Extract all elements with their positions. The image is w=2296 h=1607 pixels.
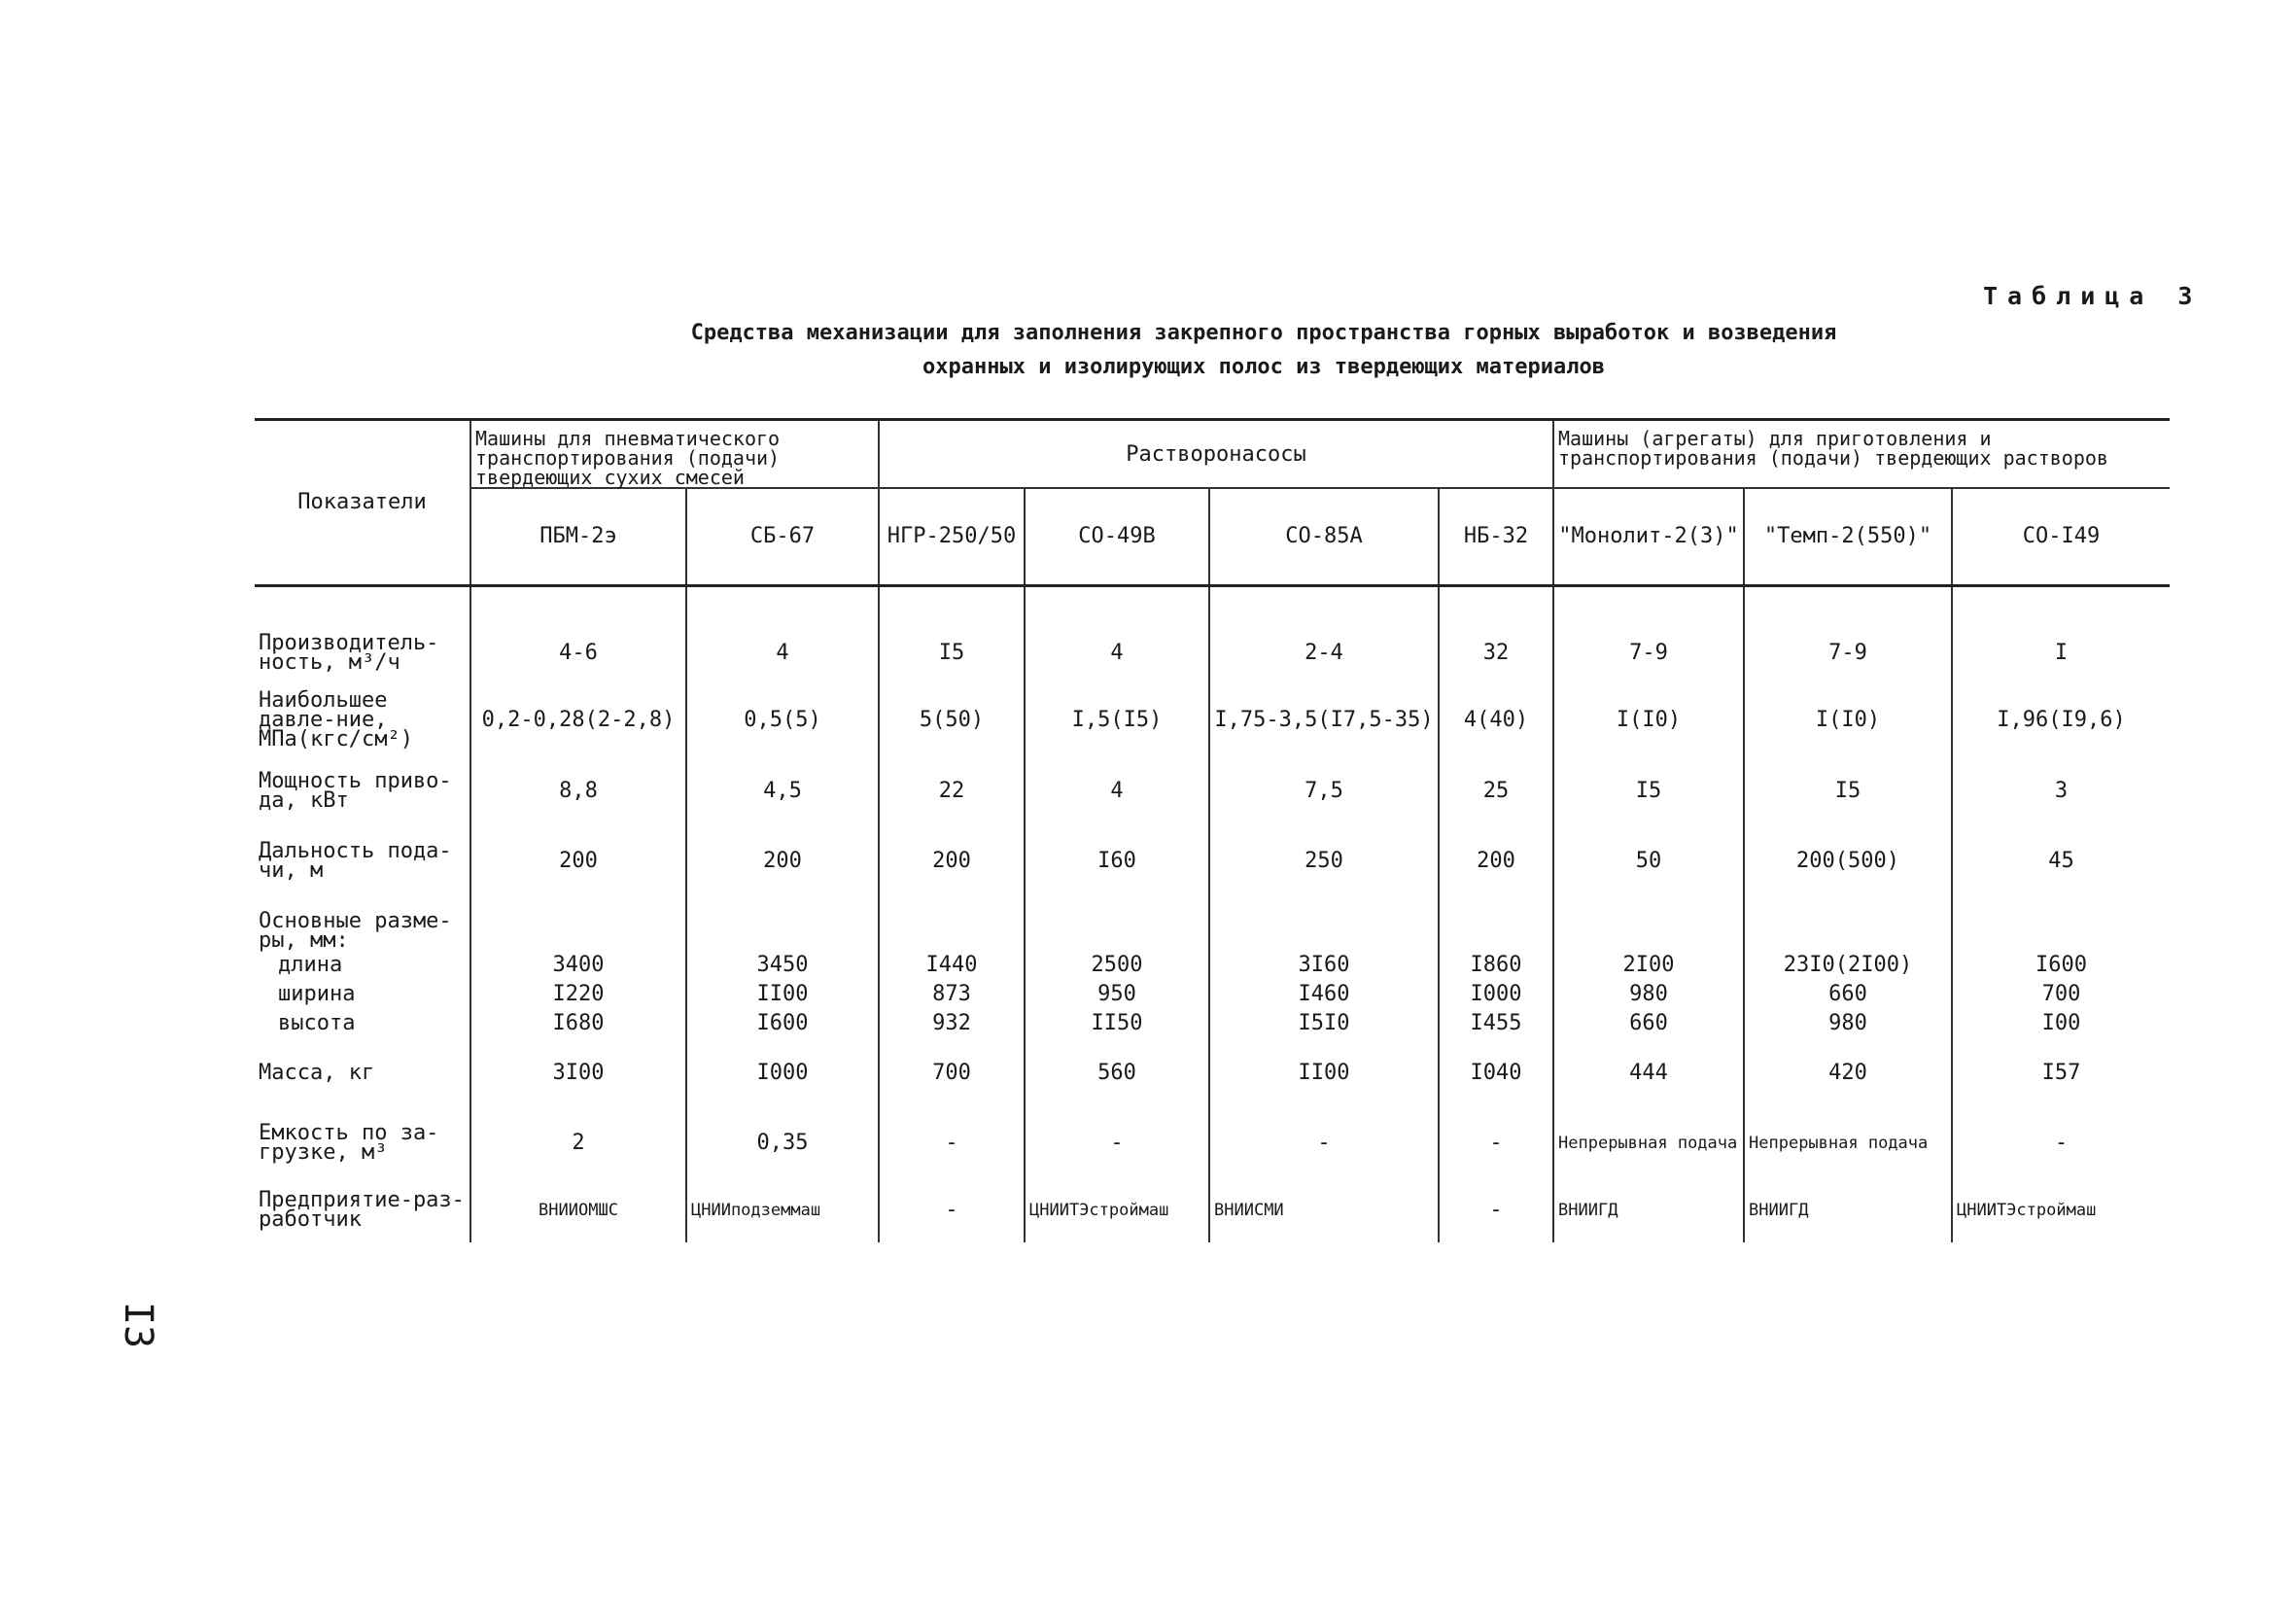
- table-cell: I(I0): [1744, 684, 1952, 756]
- table-cell: -: [1439, 1108, 1553, 1178]
- header-group-units: Машины (агрегаты) для приготовления и транспортирования (подачи) твердеющих растворов: [1553, 420, 2170, 489]
- table-cell: 250: [1209, 826, 1439, 896]
- row-label: Мощность приво-да, кВт: [259, 768, 452, 813]
- table-cell: ВНИИГД: [1744, 1178, 1952, 1242]
- table-label: Таблица 3: [1983, 282, 2203, 310]
- table-cell: 4: [686, 622, 879, 684]
- table-cell: 0,2-0,28(2-2,8): [470, 684, 686, 756]
- header-group-pneumatic: Машины для пневматического транспортирования (подачи) твердеющих сухих смесей: [470, 420, 879, 489]
- table-cell: 3I00: [470, 1038, 686, 1108]
- table-cell: ЦНИИподземмаш: [686, 1178, 879, 1242]
- table-cell: 4: [1025, 622, 1209, 684]
- table-cell: 2I00: [1553, 951, 1744, 980]
- page-number: I3: [116, 1301, 161, 1349]
- table-cell: 3400: [470, 951, 686, 980]
- table-cell: 4,5: [686, 756, 879, 826]
- table-row-capacity: [255, 1108, 2170, 1178]
- table-cell: ВНИИСМИ: [1209, 1178, 1439, 1242]
- table-cell: 444: [1553, 1038, 1744, 1108]
- table-cell: ВНИИОМШС: [470, 1178, 686, 1242]
- table-cell: II00: [1209, 1038, 1439, 1108]
- table-row-pressure: [255, 684, 2170, 756]
- table-cell: I600: [686, 1009, 879, 1038]
- table-cell: I440: [879, 951, 1025, 980]
- table-cell: 980: [1744, 1009, 1952, 1038]
- table-cell: I5I0: [1209, 1009, 1439, 1038]
- header-machine-nb32: НБ-32: [1439, 488, 1553, 585]
- row-label: ширина: [278, 981, 356, 1006]
- header-machine-so149: СО-I49: [1952, 488, 2170, 585]
- table-cell: I040: [1439, 1038, 1553, 1108]
- header-row-machines: [255, 488, 2170, 585]
- table-cell: I000: [1439, 980, 1553, 1009]
- table-cell: 45: [1952, 826, 2170, 896]
- table-cell: 4-6: [470, 622, 686, 684]
- table-cell: Непрерывная подача: [1744, 1108, 1952, 1178]
- table-cell: 50: [1553, 826, 1744, 896]
- table-cell: 950: [1025, 980, 1209, 1009]
- table-cell: I: [1952, 622, 2170, 684]
- table-cell: I455: [1439, 1009, 1553, 1038]
- row-label: Емкость по за-грузке, м³: [259, 1120, 439, 1165]
- header-machine-so49v: СО-49В: [1025, 488, 1209, 585]
- table-cell: 7-9: [1744, 622, 1952, 684]
- table-row-developer: [255, 1178, 2170, 1242]
- table-cell: 932: [879, 1009, 1025, 1038]
- table-cell: II50: [1025, 1009, 1209, 1038]
- table-cell: 2-4: [1209, 622, 1439, 684]
- table-cell: 2500: [1025, 951, 1209, 980]
- table-cell: Непрерывная подача: [1553, 1108, 1744, 1178]
- machinery-table: [255, 418, 2170, 1242]
- table-cell: 7,5: [1209, 756, 1439, 826]
- table-cell: 200(500): [1744, 826, 1952, 896]
- table-cell: -: [1025, 1108, 1209, 1178]
- table-cell: 25: [1439, 756, 1553, 826]
- table-cell: 22: [879, 756, 1025, 826]
- row-label: Дальность пода-чи, м: [259, 838, 452, 883]
- table-cell: 980: [1553, 980, 1744, 1009]
- table-cell: I220: [470, 980, 686, 1009]
- table-cell: I600: [1952, 951, 2170, 980]
- table-cell: 660: [1553, 1009, 1744, 1038]
- table-cell: 2: [470, 1108, 686, 1178]
- table-cell: I60: [1025, 826, 1209, 896]
- table-cell: ЦНИИТЭстроймаш: [1952, 1178, 2170, 1242]
- table-cell: -: [879, 1178, 1025, 1242]
- table-cell: I00: [1952, 1009, 2170, 1038]
- table-row-range: [255, 826, 2170, 896]
- row-label: высота: [278, 1010, 356, 1035]
- table-cell: I5: [1553, 756, 1744, 826]
- table-row-dimensions: [255, 896, 2170, 951]
- table-row-height: [255, 1009, 2170, 1038]
- table-cell: 3: [1952, 756, 2170, 826]
- table-cell: 8,8: [470, 756, 686, 826]
- row-label: длина: [278, 952, 343, 977]
- table-cell: 420: [1744, 1038, 1952, 1108]
- table-cell: 7-9: [1553, 622, 1744, 684]
- header-machine-pbm: ПБМ-2э: [470, 488, 686, 585]
- table-cell: I680: [470, 1009, 686, 1038]
- table-cell: 0,35: [686, 1108, 879, 1178]
- header-machine-sb67: СБ-67: [686, 488, 879, 585]
- table-cell: 200: [686, 826, 879, 896]
- table-cell: 4(40): [1439, 684, 1553, 756]
- table-cell: I,5(I5): [1025, 684, 1209, 756]
- header-indicators: Показатели: [255, 420, 470, 586]
- row-label: Производитель-ность, м³/ч: [259, 630, 439, 675]
- table-cell: 200: [470, 826, 686, 896]
- table-cell: ВНИИГД: [1553, 1178, 1744, 1242]
- table-cell: -: [879, 1108, 1025, 1178]
- table-cell: I57: [1952, 1038, 2170, 1108]
- table-cell: -: [1952, 1108, 2170, 1178]
- table-cell: I,75-3,5(I7,5-35): [1209, 684, 1439, 756]
- table-cell: 4: [1025, 756, 1209, 826]
- table-cell: 700: [879, 1038, 1025, 1108]
- table-title-line-2: охранных и изолирующих полос из твердеющих материалов: [922, 355, 1605, 379]
- table-cell: 873: [879, 980, 1025, 1009]
- table-row-power: [255, 756, 2170, 826]
- table-row-length: [255, 951, 2170, 980]
- table-cell: I000: [686, 1038, 879, 1108]
- table-title-line-1: Средства механизации для заполнения закрепного пространства горных выработок и возведения: [690, 321, 1837, 345]
- table-cell: -: [1439, 1178, 1553, 1242]
- table-cell: 200: [879, 826, 1025, 896]
- table-cell: 3I60: [1209, 951, 1439, 980]
- table-cell: I,96(I9,6): [1952, 684, 2170, 756]
- table-cell: 560: [1025, 1038, 1209, 1108]
- header-machine-ngr: НГР-250/50: [879, 488, 1025, 585]
- table-cell: 5(50): [879, 684, 1025, 756]
- header-machine-so85a: СО-85А: [1209, 488, 1439, 585]
- table-cell: 700: [1952, 980, 2170, 1009]
- table-cell: 660: [1744, 980, 1952, 1009]
- table-row-productivity: [255, 622, 2170, 684]
- table-row-width: [255, 980, 2170, 1009]
- table-cell: 0,5(5): [686, 684, 879, 756]
- table-cell: II00: [686, 980, 879, 1009]
- table-cell: 3450: [686, 951, 879, 980]
- row-label: Предприятие-раз-работчик: [259, 1187, 465, 1232]
- table-cell: I460: [1209, 980, 1439, 1009]
- table-row-mass: [255, 1038, 2170, 1108]
- header-group-pumps: Растворонасосы: [879, 420, 1553, 489]
- table-cell: -: [1209, 1108, 1439, 1178]
- table-cell: I860: [1439, 951, 1553, 980]
- row-label: Основные разме-ры, мм:: [259, 908, 452, 953]
- table-cell: I5: [1744, 756, 1952, 826]
- table-cell: I5: [879, 622, 1025, 684]
- row-label: Наибольшее давле-ние, МПа(кгс/см²): [259, 687, 413, 751]
- header-machine-temp: "Темп-2(550)": [1744, 488, 1952, 585]
- table-cell: 23I0(2I00): [1744, 951, 1952, 980]
- row-label: Масса, кг: [259, 1060, 375, 1085]
- table-cell: 32: [1439, 622, 1553, 684]
- table-cell: ЦНИИТЭстроймаш: [1025, 1178, 1209, 1242]
- table-cell: I(I0): [1553, 684, 1744, 756]
- table-cell: 200: [1439, 826, 1553, 896]
- header-machine-monolit: "Монолит-2(3)": [1553, 488, 1744, 585]
- header-row-groups: [255, 420, 2170, 489]
